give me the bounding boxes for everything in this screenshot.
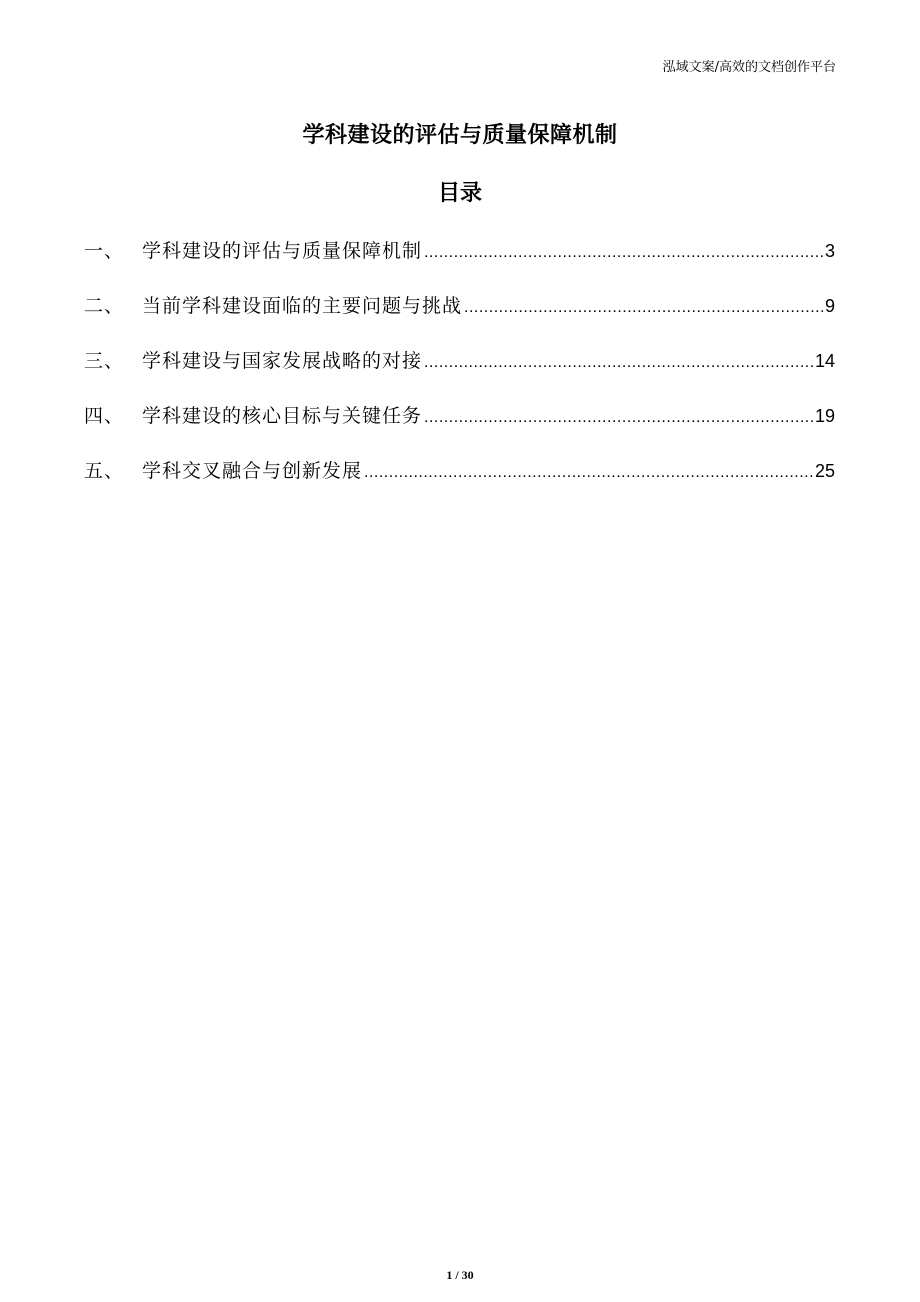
toc-entry-number: 五、: [84, 460, 125, 482]
toc-dot-leader: [464, 292, 823, 323]
toc-entry-title: 学科建设与国家发展战略的对接: [142, 350, 423, 372]
toc-entry-page: 3: [824, 241, 835, 261]
toc-dot-leader: [424, 237, 823, 268]
toc-entry-number: 三、: [84, 350, 125, 372]
toc-entry-page: 25: [814, 461, 835, 481]
toc-entry-number: 二、: [84, 295, 125, 317]
page-indicator: 1 / 30: [446, 1268, 474, 1282]
toc-heading: 目录: [437, 181, 482, 206]
header-brand: 泓域文案/高效的文档创作平台: [662, 60, 836, 75]
toc-dot-leader: [364, 457, 813, 488]
toc-entry-title: 当前学科建设面临的主要问题与挑战: [142, 295, 463, 317]
toc-entry-title: 学科建设的核心目标与关键任务: [142, 405, 423, 427]
toc-entry-1[interactable]: [84, 236, 835, 267]
toc-entry-3[interactable]: [84, 346, 835, 377]
toc-entry-page: 14: [814, 351, 835, 371]
toc-entry-5[interactable]: [84, 456, 835, 487]
toc-entry-4[interactable]: [84, 401, 835, 432]
table-of-contents: [84, 236, 835, 511]
toc-entry-title: 学科建设的评估与质量保障机制: [142, 240, 423, 262]
toc-entry-page: 9: [824, 296, 835, 316]
toc-dot-leader: [424, 347, 813, 378]
toc-entry-title: 学科交叉融合与创新发展: [142, 460, 363, 482]
document-title: 学科建设的评估与质量保障机制: [302, 123, 618, 148]
toc-dot-leader: [424, 402, 813, 433]
toc-entry-page: 19: [814, 406, 835, 426]
toc-entry-number: 一、: [84, 240, 125, 262]
toc-entry-number: 四、: [84, 405, 125, 427]
toc-entry-2[interactable]: [84, 291, 835, 322]
